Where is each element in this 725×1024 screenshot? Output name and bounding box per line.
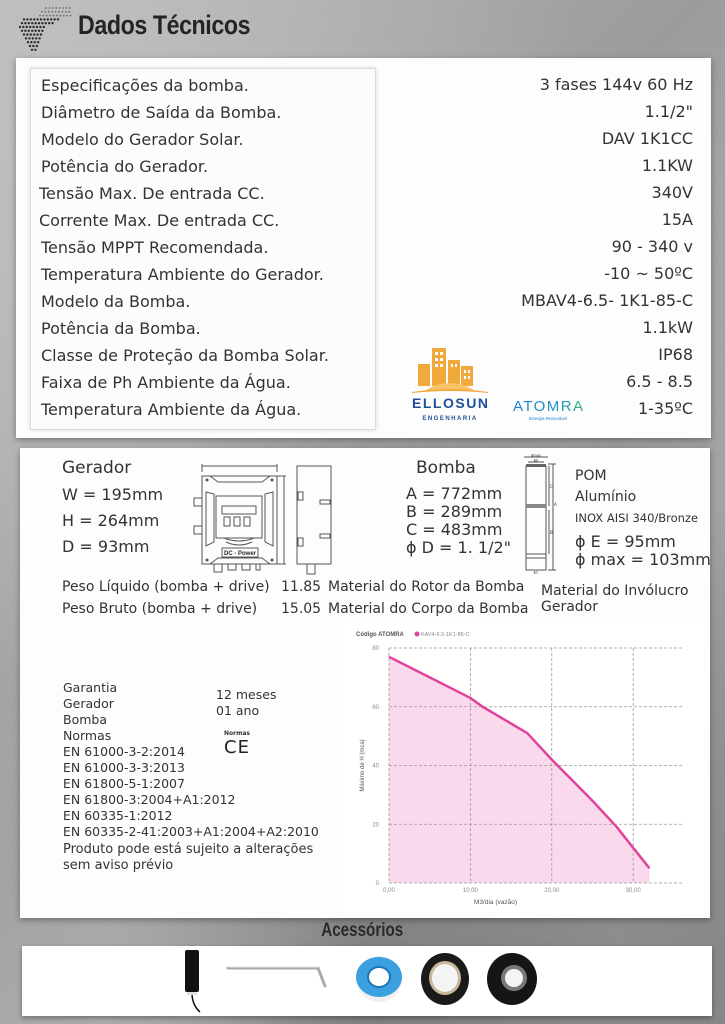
dot — [39, 26, 41, 28]
dot — [26, 26, 28, 28]
spec-label: Faixa de Ph Ambiente da Água. — [41, 373, 291, 392]
material-rotor: Material do Rotor da Bomba — [328, 579, 525, 595]
dot — [45, 7, 47, 9]
material-aluminio: Alumínio — [575, 489, 637, 505]
dot — [41, 30, 43, 32]
peso-liquido-label: Peso Líquido (bomba + drive) — [62, 579, 270, 595]
atomra-logo — [508, 395, 588, 423]
dot — [23, 33, 25, 35]
dot — [50, 18, 52, 20]
x-tick-label: 10,00 — [462, 888, 478, 894]
dot — [21, 30, 23, 32]
spec-label: Potência da Bomba. — [41, 319, 201, 338]
gerador-height: H = 264mm — [62, 511, 160, 530]
insulating-tape-white-icon — [421, 953, 469, 1005]
dimensions-panel — [20, 448, 710, 918]
involucro-line2: Gerador — [541, 599, 599, 615]
atomra-logo-subtext: Energia Renovável — [528, 416, 568, 421]
spec-value: 15A — [661, 210, 693, 229]
disclaimer-line1: Produto pode está sujeito a alterações — [63, 842, 314, 857]
standard-item: EN 60335-2-41:2003+A1:2004+A2:2010 — [63, 824, 319, 839]
bomba-diagram-phie: ϕE — [533, 458, 539, 463]
dot — [41, 22, 43, 24]
bomba-diagram — [520, 454, 560, 574]
spec-value: 3 fases 144v 60 Hz — [539, 75, 693, 94]
ellosun-logo-subtext: ENGENHARIA — [422, 416, 478, 422]
peso-bruto-value: 15.05 — [281, 601, 322, 617]
spec-value: 1.1kW — [642, 318, 693, 337]
x-tick-label: 20,00 — [544, 888, 560, 894]
accessories-panel — [22, 946, 712, 1016]
involucro-line1: Material do Invólucro — [541, 583, 689, 599]
spec-label: Temperatura Ambiente do Gerador. — [41, 265, 324, 284]
dot — [43, 26, 45, 28]
legend-label: KAV4-6.5-1K1-85-C — [421, 632, 470, 638]
spec-value: IP68 — [658, 345, 693, 364]
dot — [33, 18, 35, 20]
dot — [36, 18, 38, 20]
dot — [28, 30, 30, 32]
specs-labels-box — [30, 68, 376, 430]
dc-power-label: DC - Power — [223, 551, 257, 557]
dot — [53, 15, 55, 17]
specs-panel — [16, 58, 711, 438]
dot — [65, 11, 67, 13]
dot — [38, 22, 40, 24]
dot — [48, 11, 50, 13]
garantia-bomba-value: 01 ano — [216, 703, 260, 718]
dot — [52, 7, 54, 9]
dot — [30, 33, 32, 35]
dot — [32, 37, 34, 39]
standard-item: EN 61000-3-3:2013 — [63, 760, 185, 775]
spec-value: 1.1/2" — [644, 102, 693, 121]
dot — [63, 15, 65, 17]
dot — [35, 37, 37, 39]
peso-bruto-label: Peso Bruto (bomba + drive) — [62, 601, 258, 617]
chart-title: Código ATOMRA — [356, 632, 404, 638]
dot — [29, 45, 31, 47]
dot — [28, 22, 30, 24]
dot — [48, 22, 50, 24]
dot — [45, 22, 47, 24]
y-tick-label: 60 — [372, 704, 379, 711]
dot — [38, 37, 40, 39]
gerador-depth: D = 93mm — [62, 537, 150, 556]
x-tick-label: 0,00 — [383, 888, 395, 894]
spec-label: Potência do Gerador. — [41, 157, 209, 176]
dot — [57, 18, 59, 20]
bomba-dim-a: A = 772mm — [406, 484, 503, 503]
bomba-diagram-a: A — [554, 502, 557, 507]
dot — [32, 45, 34, 47]
spec-label: Modelo do Gerador Solar. — [41, 130, 244, 149]
spec-value: -10 ~ 50ºC — [604, 264, 693, 283]
dot — [30, 18, 32, 20]
material-pom: POM — [575, 468, 607, 484]
dot — [56, 15, 58, 17]
spec-label: Modelo da Bomba. — [41, 292, 191, 311]
dot — [34, 49, 36, 51]
standard-item: EN 60335-1:2012 — [63, 808, 173, 823]
spec-value: 90 - 340 v — [611, 237, 693, 256]
dot — [28, 37, 30, 39]
ellosun-logo — [408, 346, 492, 426]
dot — [36, 33, 38, 35]
dot — [36, 26, 38, 28]
ce-mark: CE — [224, 737, 250, 758]
dot — [45, 11, 47, 13]
dot — [51, 22, 53, 24]
x-axis-label: M3/dia (vazão) — [474, 899, 517, 906]
dots-icon — [18, 4, 73, 54]
spec-value: DAV 1K1CC — [601, 129, 693, 148]
phi-max: ϕ max = 103mm — [575, 550, 711, 569]
dot — [53, 18, 55, 20]
dot — [33, 33, 35, 35]
gerador-width: W = 195mm — [62, 485, 164, 504]
dot — [40, 33, 42, 35]
dot — [59, 7, 61, 9]
bomba-dim-d: ϕ D = 1. 1/2" — [406, 538, 511, 557]
teflon-tape-icon — [356, 956, 402, 1002]
dot — [43, 15, 45, 17]
standard-item: EN 61800-5-1:2007 — [63, 776, 185, 791]
spec-label: Especificações da bomba. — [41, 76, 249, 95]
dot — [21, 22, 23, 24]
dot — [47, 18, 49, 20]
dot — [34, 22, 36, 24]
spec-label: Classe de Proteção da Bomba Solar. — [41, 346, 329, 365]
dot — [69, 7, 71, 9]
dot — [62, 11, 64, 13]
dot — [24, 30, 26, 32]
dot — [24, 22, 26, 24]
dot — [55, 7, 57, 9]
y-tick-label: 0 — [375, 881, 379, 887]
dot — [40, 18, 42, 20]
head-flow-chart — [342, 624, 704, 914]
normas-badge: Normas — [224, 730, 250, 737]
dot — [66, 15, 68, 17]
spec-label: Tensão Max. De entrada CC. — [39, 184, 265, 203]
legend-marker — [415, 632, 420, 637]
material-corpo: Material do Corpo da Bomba — [328, 601, 529, 617]
accessories-title-text: Acessórios — [321, 920, 404, 941]
dot — [34, 30, 36, 32]
peso-liquido-value: 11.85 — [281, 579, 322, 595]
x-tick-label: 30,00 — [625, 888, 641, 894]
dot — [27, 41, 29, 43]
accessories-images — [22, 946, 712, 1016]
spec-label: Tensão MPPT Recomendada. — [41, 238, 269, 257]
insulating-tape-black-icon — [487, 953, 537, 1005]
dot — [26, 33, 28, 35]
disclaimer-line2: sem aviso prévio — [63, 858, 174, 873]
dot — [32, 26, 34, 28]
bomba-dim-b: B = 289mm — [406, 502, 503, 521]
phi-e: ϕ E = 95mm — [575, 532, 676, 551]
allen-key-icon — [228, 967, 325, 986]
dot — [36, 45, 38, 47]
spec-label: Temperatura Ambiente da Água. — [41, 400, 302, 419]
dot — [66, 7, 68, 9]
dot — [37, 41, 39, 43]
dot — [19, 26, 21, 28]
garantia-label: Garantia — [63, 680, 118, 695]
bomba-label: Bomba — [63, 712, 107, 727]
normas-label: Normas — [63, 728, 112, 743]
standard-item: EN 61800-3:2004+A1:2012 — [63, 792, 236, 807]
spec-label: Corrente Max. De entrada CC. — [39, 211, 280, 230]
dot — [30, 41, 32, 43]
dot — [49, 15, 51, 17]
dot — [60, 15, 62, 17]
dot — [62, 7, 64, 9]
spec-value: 1.1KW — [641, 156, 693, 175]
dot — [41, 11, 43, 13]
dot — [55, 11, 57, 13]
spec-value: 6.5 - 8.5 — [626, 372, 693, 391]
dot — [49, 7, 51, 9]
spec-value: MBAV4-6.5- 1K1-85-C — [521, 291, 693, 310]
accessories-title — [0, 920, 725, 942]
gerador-diagram — [182, 462, 332, 580]
page-title: Dados Técnicos — [78, 10, 251, 40]
spec-value: 340V — [651, 183, 693, 202]
bomba-diagram-phimax: ϕmax — [531, 454, 541, 458]
material-inox: INOX AISI 340/Bronze — [575, 511, 699, 525]
dot — [22, 26, 24, 28]
dot — [70, 15, 72, 17]
dot — [38, 30, 40, 32]
spec-value: 1-35ºC — [637, 399, 693, 418]
dot — [25, 37, 27, 39]
dot — [26, 18, 28, 20]
spec-label: Diâmetro de Saída da Bomba. — [41, 103, 282, 122]
dot — [23, 18, 25, 20]
bomba-diagram-c: C — [550, 484, 553, 489]
dot — [29, 26, 31, 28]
dot — [43, 18, 45, 20]
gerador-title: Gerador — [62, 458, 132, 478]
garantia-gerador-value: 12 meses — [216, 687, 277, 702]
bomba-dim-c: C = 483mm — [406, 520, 503, 539]
dot — [31, 49, 33, 51]
y-axis-label: Máximo de H (mca) — [360, 739, 366, 792]
ellosun-logo-text: ELLOSUN — [412, 395, 488, 411]
bomba-title: Bomba — [416, 458, 476, 478]
dot — [31, 22, 33, 24]
bomba-diagram-b: B — [550, 530, 553, 535]
bomba-diagram-phic: ϕC — [533, 570, 539, 574]
dot — [51, 11, 53, 13]
y-tick-label: 20 — [372, 822, 379, 829]
dot — [68, 11, 70, 13]
y-tick-label: 80 — [372, 646, 379, 652]
dot — [34, 41, 36, 43]
dot — [39, 15, 41, 17]
dot — [58, 11, 60, 13]
dot — [46, 15, 48, 17]
atomra-logo-text: ATOMRA — [513, 398, 583, 415]
dot — [31, 30, 33, 32]
gerador-label: Gerador — [63, 696, 114, 711]
y-tick-label: 40 — [372, 763, 379, 770]
standard-item: EN 61000-3-2:2014 — [63, 744, 185, 759]
level-sensor-icon — [185, 950, 200, 1012]
